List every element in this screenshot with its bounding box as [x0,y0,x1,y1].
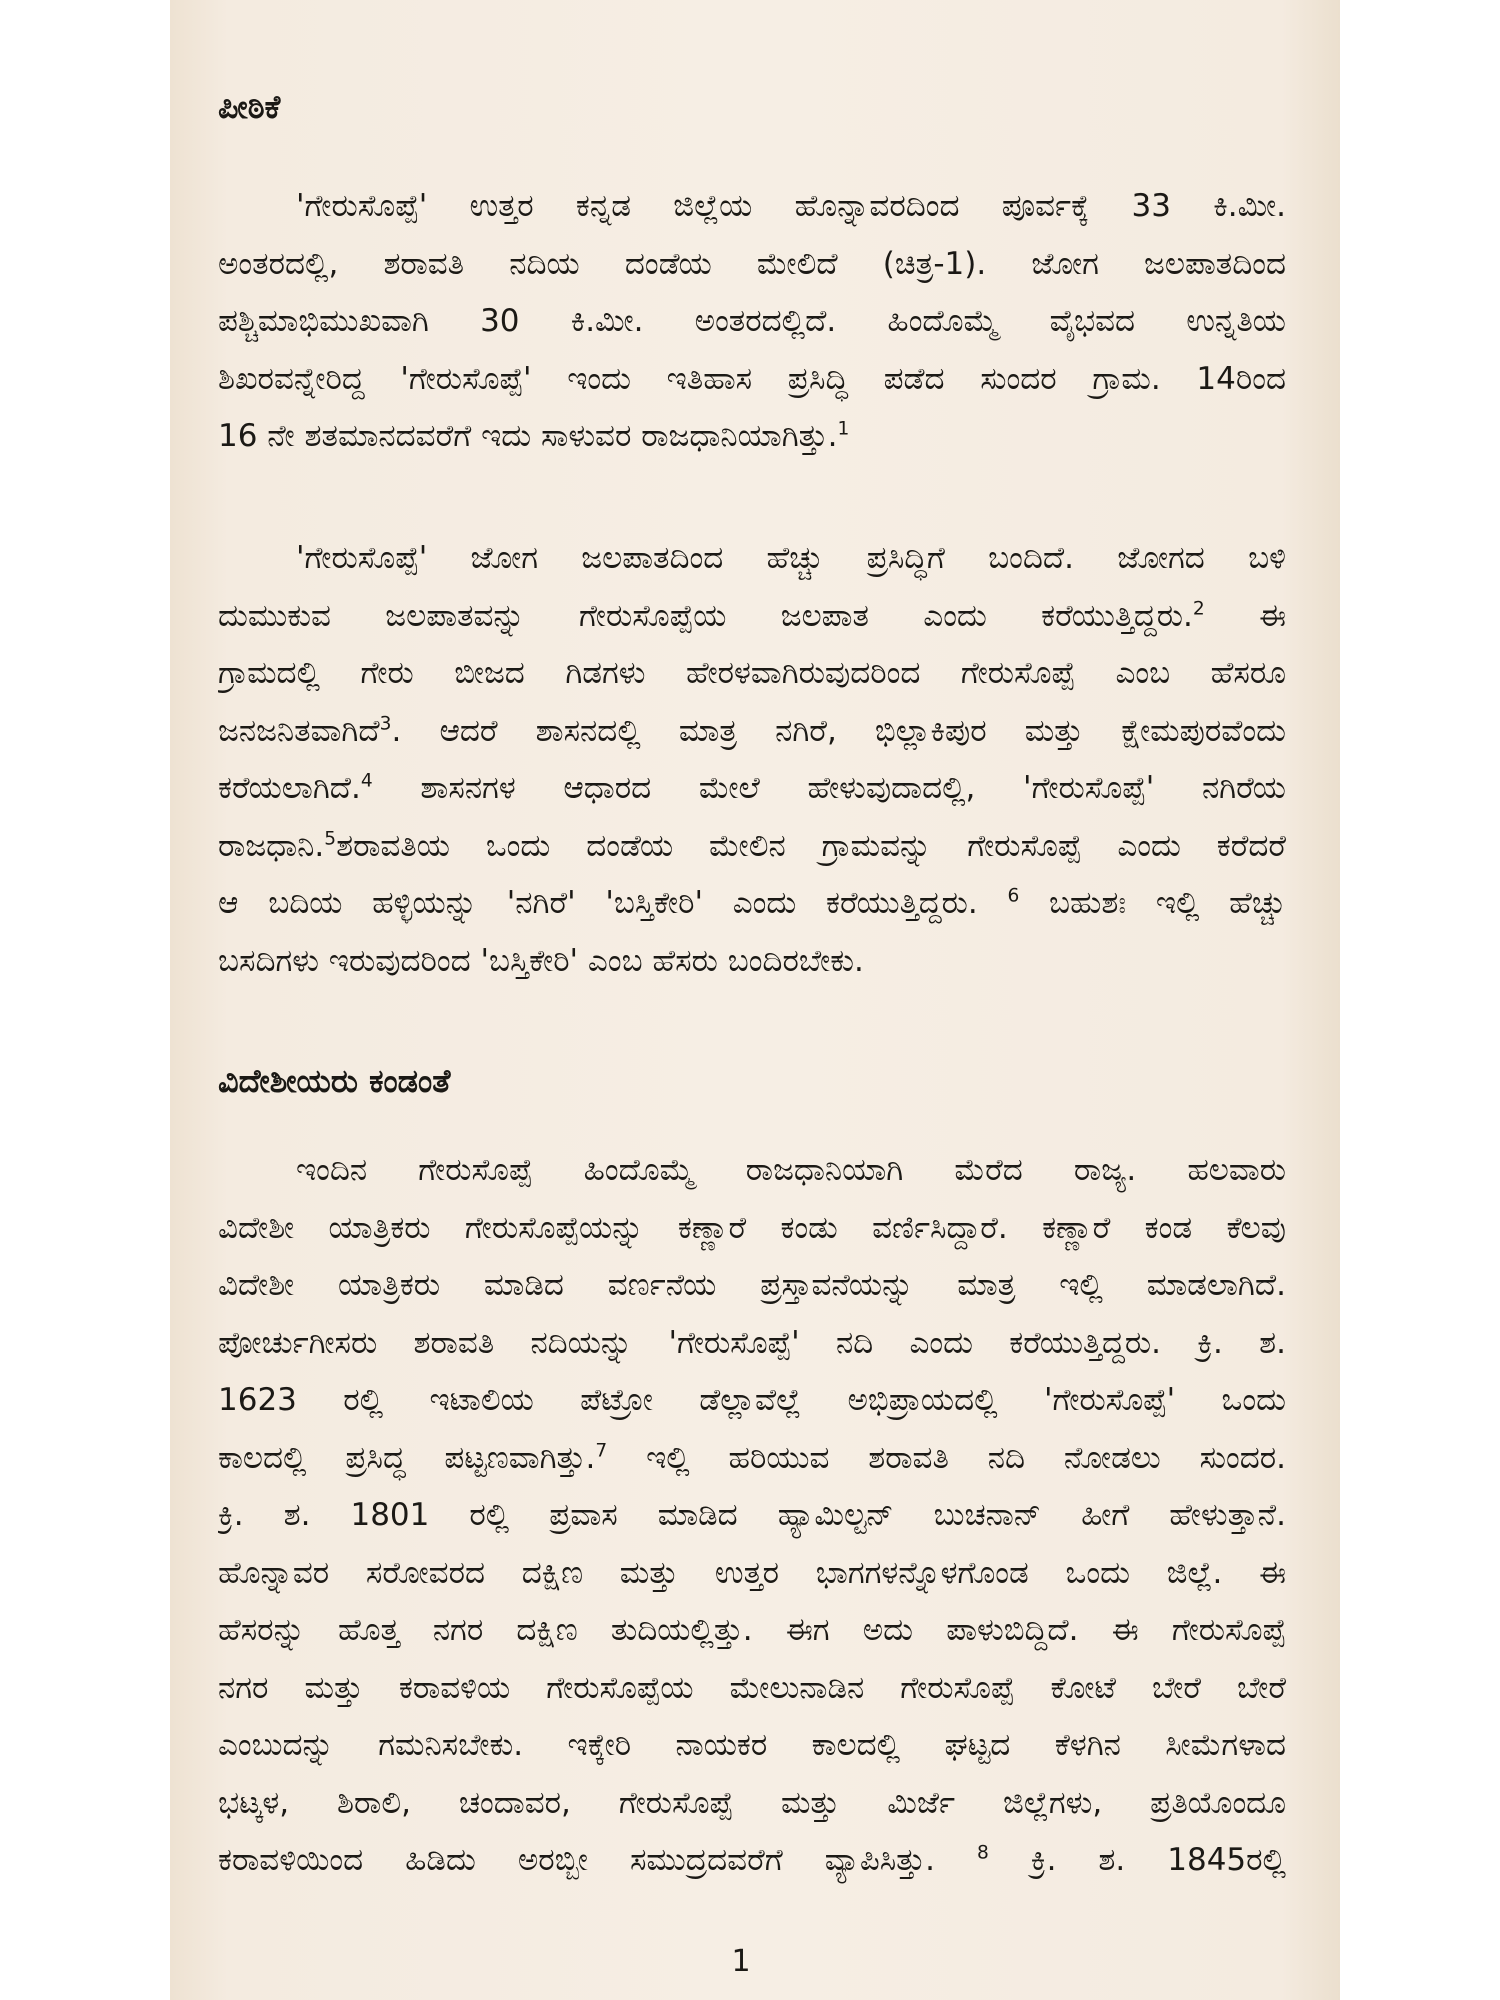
text-line [218,1257,1286,1315]
line-text: ಕ್ರಿ. ಶ. 1801 ರಲ್ಲಿ ಪ್ರವಾಸ ಮಾಡಿದ ಹ್ಯಾಮಿಲ್ಟನ್ ಬುಚನಾನ್ ಹೀಗೆ ಹೇಳುತ್ತಾನೆ. [218,1497,1286,1533]
text-line [218,1487,1286,1545]
line-text: ಶಿಖರವನ್ನೇರಿದ್ದ 'ಗೇರುಸೊಪ್ಪೆ' ಇಂದು ಇತಿಹಾಸ ಪ್ರಸಿದ್ಧಿ ಪಡೆದ ಸುಂದರ ಗ್ರಾಮ. 14ರಿಂದ [218,360,1286,397]
line-text: ಬಹುಶಃ ಇಲ್ಲಿ ಹೆಚ್ಚು [1019,885,1286,921]
line-text: ಇಂದಿನ ಗೇರುಸೊಪ್ಪೆ ಹಿಂದೊಮ್ಮೆ ರಾಜಧಾನಿಯಾಗಿ ಮೆರೆದ ರಾಜ್ಯ. ಹಲವಾರು [296,1152,1286,1188]
line-text: 16 ನೇ ಶತಮಾನದವರೆಗೆ ಇದು ಸಾಳುವರ ರಾಜಧಾನಿಯಾಗಿತ್ತು. [218,418,838,454]
text-line [218,1430,1286,1488]
footnote-marker: 4 [360,770,373,792]
text-line [218,933,1286,991]
line-text: ರಾಜಧಾನಿ. [218,827,325,864]
text-line [218,293,1286,351]
line-text: ಎಂಬುದನ್ನು ಗಮನಿಸಬೇಕು. ಇಕ್ಕೇರಿ ನಾಯಕರ ಕಾಲದಲ್ಲಿ ಘಟ್ಟದ ಕೆಳಗಿನ ಸೀಮೆಗಳಾದ [218,1727,1286,1763]
text-line [218,1545,1286,1603]
line-text: 1623 ರಲ್ಲಿ ಇಟಾಲಿಯ ಪೆಟ್ರೋ ಡೆಲ್ಲಾವೆಲ್ಲೆ ಅಭಿಪ್ರಾಯದಲ್ಲಿ 'ಗೇರುಸೊಪ್ಪೆ' ಒಂದು [218,1382,1286,1418]
text-line [218,1372,1286,1430]
line-text: ಕ್ರಿ. ಶ. 1845ರಲ್ಲಿ [988,1842,1286,1878]
text-line [218,760,1286,818]
text-line [218,1315,1286,1373]
text-line [218,703,1286,761]
text-line [218,1660,1286,1718]
line-text: ಜನಜನಿತವಾಗಿದೆ [218,712,380,749]
line-text: ಕಾಲದಲ್ಲಿ ಪ್ರಸಿದ್ಧ ಪಟ್ಟಣವಾಗಿತ್ತು. [218,1439,596,1476]
line-text: ಆ ಬದಿಯ ಹಳ್ಳಿಯನ್ನು 'ನಗಿರೆ' 'ಬಸ್ತಿಕೇರಿ' ಎಂದು ಕರೆಯುತ್ತಿದ್ದರು. [218,885,1008,921]
line-text: ನಗರ ಮತ್ತು ಕರಾವಳಿಯ ಗೇರುಸೊಪ್ಪೆಯ ಮೇಲುನಾಡಿನ ಗೇರುಸೊಪ್ಪೆ ಕೋಟೆ ಬೇರೆ ಬೇರೆ [218,1669,1286,1706]
line-text: 'ಗೇರುಸೊಪ್ಪೆ' ಜೋಗ ಜಲಪಾತದಿಂದ ಹೆಚ್ಚು ಪ್ರಸಿದ್ಧಿಗೆ ಬಂದಿದೆ. ಜೋಗದ ಬಳಿ [296,540,1286,576]
line-text: ವಿದೇಶೀ ಯಾತ್ರಿಕರು ಮಾಡಿದ ವರ್ಣನೆಯ ಪ್ರಸ್ತಾವನೆಯನ್ನು ಮಾತ್ರ ಇಲ್ಲಿ ಮಾಡಲಾಗಿದೆ. [218,1267,1286,1303]
line-text: ಕರೆಯಲಾಗಿದೆ. [218,770,361,806]
paragraph [218,178,1286,466]
paragraph [218,530,1286,990]
section-heading-foreign-travellers: ವಿದೇಶೀಯರು ಕಂಡಂತೆ [218,1062,451,1100]
line-text: ಹೊನ್ನಾವರ ಸರೋವರದ ದಕ್ಷಿಣ ಮತ್ತು ಉತ್ತರ ಭಾಗಗಳನ್ನೊಳಗೊಂಡ ಒಂದು ಜಿಲ್ಲೆ. ಈ [218,1554,1286,1591]
line-text: ಶಾಸನಗಳ ಆಧಾರದ ಮೇಲೆ ಹೇಳುವುದಾದಲ್ಲಿ, 'ಗೇರುಸೊಪ್ಪೆ' ನಗಿರೆಯ [372,770,1286,806]
footnote-marker: 6 [1007,885,1020,907]
line-text: ಇಲ್ಲಿ ಹರಿಯುವ ಶರಾವತಿ ನದಿ ನೋಡಲು ಸುಂದರ. [607,1439,1286,1476]
text-line [218,530,1286,588]
footnote-marker: 3 [379,713,392,735]
text-line [218,818,1286,876]
text-line [218,645,1286,703]
section-heading-introduction: ಪೀಠಿಕೆ [218,88,281,126]
text-line [218,588,1286,646]
line-text: ಕರಾವಳಿಯಿಂದ ಹಿಡಿದು ಅರಬ್ಬೀ ಸಮುದ್ರದವರೆಗೆ ವ್ಯಾಪಿಸಿತ್ತು. [218,1842,977,1878]
paragraph [218,1142,1286,1890]
footnote-marker: 1 [837,418,850,440]
text-line [218,1832,1286,1890]
line-text: ದುಮುಕುವ ಜಲಪಾತವನ್ನು ಗೇರುಸೊಪ್ಪೆಯ ಜಲಪಾತ ಎಂದು ಕರೆಯುತ್ತಿದ್ದರು. [218,597,1193,634]
text-line [218,178,1286,236]
text-line [218,1602,1286,1660]
footnote-marker: 8 [976,1842,989,1864]
footnote-marker: 2 [1192,598,1205,620]
text-line [218,408,1286,466]
line-text: ವಿದೇಶೀ ಯಾತ್ರಿಕರು ಗೇರುಸೊಪ್ಪೆಯನ್ನು ಕಣ್ಣಾರೆ ಕಂಡು ವರ್ಣಿಸಿದ್ದಾರೆ. ಕಣ್ಣಾರೆ ಕಂಡ ಕೆಲವು [218,1209,1286,1246]
line-text: ಪೋರ್ಚುಗೀಸರು ಶರಾವತಿ ನದಿಯನ್ನು 'ಗೇರುಸೊಪ್ಪೆ' ನದಿ ಎಂದು ಕರೆಯುತ್ತಿದ್ದರು. ಕ್ರಿ. ಶ. [218,1324,1286,1361]
line-text: . ಆದರೆ ಶಾಸನದಲ್ಲಿ ಮಾತ್ರ ನಗಿರೆ, ಭಿಲ್ಲಾಕಿಪುರ ಮತ್ತು ಕ್ಷೇಮಪುರವೆಂದು [391,712,1286,749]
line-text: ಈ [1204,597,1286,634]
text-line [218,1200,1286,1258]
text-line [218,236,1286,294]
line-text: ಪಶ್ಚಿಮಾಭಿಮುಖವಾಗಿ 30 ಕಿ.ಮೀ. ಅಂತರದಲ್ಲಿದೆ. ಹಿಂದೊಮ್ಮೆ ವೈಭವದ ಉನ್ನತಿಯ [218,303,1286,339]
text-line [218,1775,1286,1833]
line-text: ಶರಾವತಿಯ ಒಂದು ದಂಡೆಯ ಮೇಲಿನ ಗ್ರಾಮವನ್ನು ಗೇರುಸೊಪ್ಪೆ ಎಂದು ಕರೆದರೆ [336,827,1286,864]
book-page [170,0,1340,2000]
line-text: ಬಸದಿಗಳು ಇರುವುದರಿಂದ 'ಬಸ್ತಿಕೇರಿ' ಎಂಬ ಹೆಸರು ಬಂದಿರಬೇಕು. [218,942,864,979]
text-line [218,1142,1286,1200]
line-text: ಹೆಸರನ್ನು ಹೊತ್ತ ನಗರ ದಕ್ಷಿಣ ತುದಿಯಲ್ಲಿತ್ತು. ಈಗ ಅದು ಪಾಳುಬಿದ್ದಿದೆ. ಈ ಗೇರುಸೊಪ್ಪೆ [218,1612,1286,1648]
text-line [218,875,1286,933]
footnote-marker: 7 [595,1440,608,1462]
line-text: ಗ್ರಾಮದಲ್ಲಿ ಗೇರು ಬೀಜದ ಗಿಡಗಳು ಹೇರಳವಾಗಿರುವುದರಿಂದ ಗೇರುಸೊಪ್ಪೆ ಎಂಬ ಹೆಸರೂ [218,655,1286,691]
line-text: ಭಟ್ಕಳ, ಶಿರಾಲಿ, ಚಂದಾವರ, ಗೇರುಸೊಪ್ಪೆ ಮತ್ತು ಮಿರ್ಜೆ ಜಿಲ್ಲೆಗಳು, ಪ್ರತಿಯೊಂದೂ [218,1784,1286,1821]
text-line [218,351,1286,409]
line-text: ಅಂತರದಲ್ಲಿ, ಶರಾವತಿ ನದಿಯ ದಂಡೆಯ ಮೇಲಿದೆ (ಚಿತ್ರ-1). ಜೋಗ ಜಲಪಾತದಿಂದ [218,245,1286,282]
page-number: 1 [731,1944,751,1979]
footnote-marker: 5 [324,828,337,850]
line-text: 'ಗೇರುಸೊಪ್ಪೆ' ಉತ್ತರ ಕನ್ನಡ ಜಿಲ್ಲೆಯ ಹೊನ್ನಾವರದಿಂದ ಪೂರ್ವಕ್ಕೆ 33 ಕಿ.ಮೀ. [296,188,1286,224]
text-line [218,1717,1286,1775]
